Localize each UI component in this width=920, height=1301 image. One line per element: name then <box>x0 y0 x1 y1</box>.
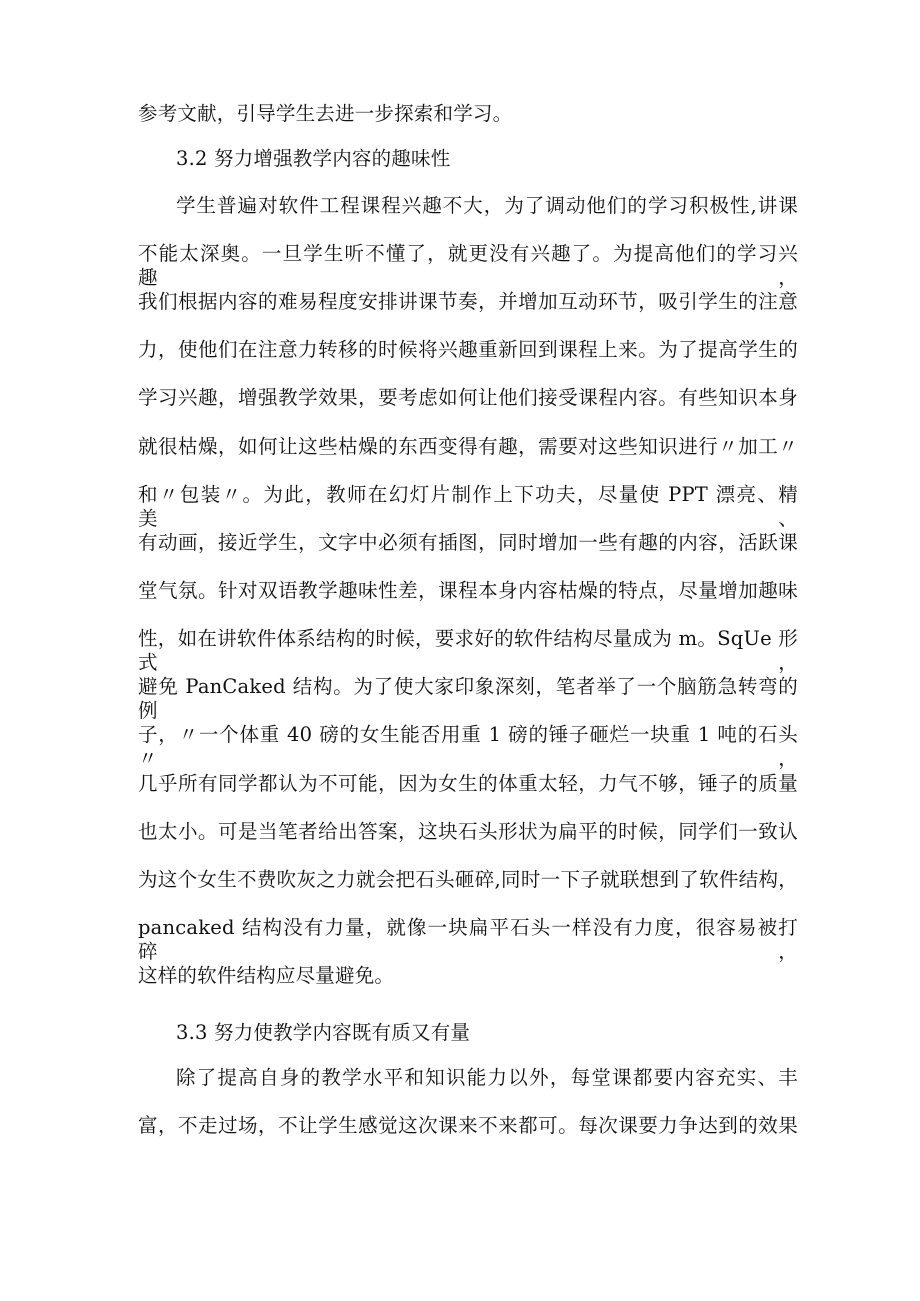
paragraph-line: 为这个女生不费吹灰之力就会把石头砸碎,同时一下子就联想到了软件结构， <box>138 868 798 891</box>
section-heading: 3.2 努力增强教学内容的趣味性 <box>176 147 451 170</box>
paragraph-line: 富，不走过场，不让学生感觉这次课来不来都可。每次课要力争达到的效果 <box>138 1114 798 1137</box>
paragraph-line: 有动画，接近学生，文字中必须有插图，同时增加一些有趣的内容，活跃课 <box>138 531 798 554</box>
paragraph-line: 我们根据内容的难易程度安排讲课节奏，并增加互动环节，吸引学生的注意 <box>138 290 798 313</box>
paragraph-line: 和〃包装〃。为此，教师在幻灯片制作上下功夫，尽量使 PPT 漂亮、精美、 <box>138 483 798 530</box>
paragraph-line: 这样的软件结构应尽量避免。 <box>138 964 395 987</box>
paragraph-line: 学生普遍对软件工程课程兴趣不大，为了调动他们的学习积极性,讲课 <box>176 194 798 217</box>
paragraph-line: 子，〃一个体重 40 磅的女生能否用重 1 磅的锤子砸烂一块重 1 吨的石头〃， <box>138 723 798 770</box>
paragraph-line: 学习兴趣，增强教学效果，要考虑如何让他们接受课程内容。有些知识本身 <box>138 386 798 409</box>
paragraph-line: 力，使他们在注意力转移的时候将兴趣重新回到课程上来。为了提高学生的 <box>138 338 798 361</box>
paragraph-line: 堂气氛。针对双语教学趣味性差，课程本身内容枯燥的特点，尽量增加趣味 <box>138 579 798 602</box>
paragraph-line: 不能太深奥。一旦学生听不懂了，就更没有兴趣了。为提高他们的学习兴趣， <box>138 242 798 289</box>
paragraph-line: pancaked 结构没有力量，就像一块扁平石头一样没有力度，很容易被打碎， <box>138 916 798 963</box>
paragraph-line: 几乎所有同学都认为不可能，因为女生的体重太轻，力气不够，锤子的质量 <box>138 772 798 795</box>
section-heading: 3.3 努力使教学内容既有质又有量 <box>176 1021 471 1044</box>
paragraph-line: 除了提高自身的教学水平和知识能力以外，每堂课都要内容充实、丰 <box>176 1066 798 1089</box>
paragraph-line: 参考文献，引导学生去进一步探索和学习。 <box>138 102 513 125</box>
paragraph-line: 性，如在讲软件体系结构的时候，要求好的软件结构尽量成为 m。SqUe 形式， <box>138 627 798 674</box>
paragraph-line: 就很枯燥，如何让这些枯燥的东西变得有趣，需要对这些知识进行〃加工〃 <box>138 435 798 458</box>
paragraph-line: 也太小。可是当笔者给出答案，这块石头形状为扁平的时候，同学们一致认 <box>138 820 798 843</box>
paragraph-line: 避免 PanCaked 结构。为了使大家印象深刻，笔者举了一个脑筋急转弯的例 <box>138 675 798 722</box>
